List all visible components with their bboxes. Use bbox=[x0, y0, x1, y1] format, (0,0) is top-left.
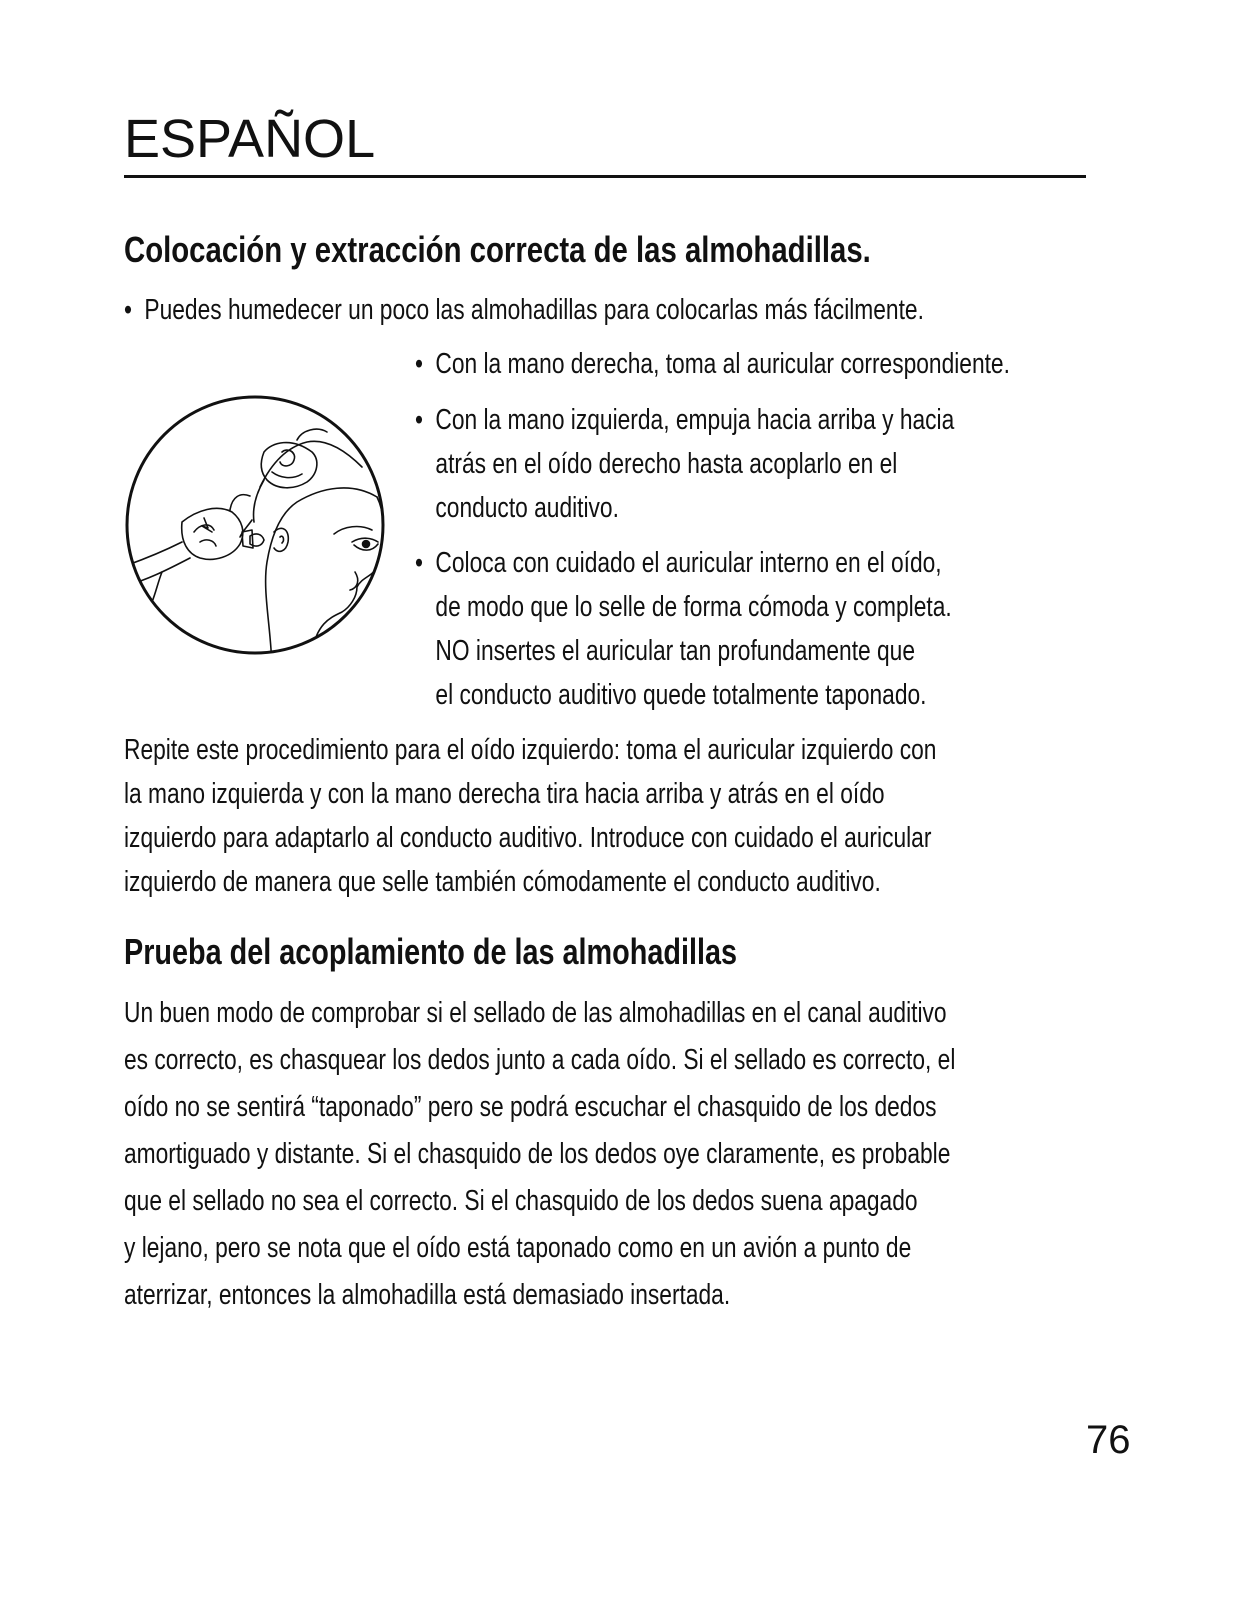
paragraph-line: izquierdo para adaptarlo al conducto auditivo. Introduce con cuidado el auricular bbox=[124, 822, 932, 854]
bullet-line: de modo que lo selle de forma cómoda y completa. bbox=[435, 591, 952, 623]
bullet-item bbox=[415, 342, 1010, 386]
bullet-line: NO insertes el auricular tan profundamente que bbox=[435, 635, 916, 667]
bullet-line: Puedes humedecer un poco las almohadillas para colocarlas más fácilmente. bbox=[144, 294, 924, 326]
bullet-dot: • bbox=[415, 348, 423, 380]
paragraph-line: Repite este procedimiento para el oído izquierdo: toma el auricular izquierdo con bbox=[124, 734, 937, 766]
bullet-item bbox=[124, 288, 924, 332]
bullet-item bbox=[415, 541, 952, 717]
bullet-line: Con la mano izquierda, empuja hacia arriba y hacia bbox=[435, 404, 955, 436]
paragraph-line: que el sellado no sea el correcto. Si el chasquido de los dedos suena apagado bbox=[124, 1185, 918, 1217]
paragraph-line: oído no se sentirá “taponado” pero se podrá escuchar el chasquido de los dedos bbox=[124, 1091, 937, 1123]
bullet-line: Con la mano derecha, toma al auricular correspondiente. bbox=[435, 348, 1010, 380]
bullet-dot: • bbox=[124, 294, 132, 326]
bullet-dot: • bbox=[415, 547, 423, 579]
paragraph-line: es correcto, es chasquear los dedos junto a cada oído. Si el sellado es correcto, el bbox=[124, 1044, 956, 1076]
paragraph-line: aterrizar, entonces la almohadilla está demasiado insertada. bbox=[124, 1279, 731, 1311]
page-number: 76 bbox=[1086, 1418, 1131, 1462]
paragraph-line: y lejano, pero se nota que el oído está taponado como en un avión a punto de bbox=[124, 1232, 912, 1264]
page-title: ESPAÑOL bbox=[124, 109, 376, 169]
earbud-insertion-illustration bbox=[122, 392, 388, 658]
title-rule bbox=[124, 175, 1086, 178]
bullet-line: Coloca con cuidado el auricular interno en el oído, bbox=[435, 547, 942, 579]
paragraph-line: amortiguado y distante. Si el chasquido de los dedos oye claramente, es probable bbox=[124, 1138, 951, 1170]
paragraph-line: la mano izquierda y con la mano derecha tira hacia arriba y atrás en el oído bbox=[124, 778, 885, 810]
bullet-line: el conducto auditivo quede totalmente taponado. bbox=[435, 679, 927, 711]
bullet-line: atrás en el oído derecho hasta acoplarlo en el bbox=[435, 448, 898, 480]
fit-test-paragraph bbox=[124, 990, 955, 1319]
paragraph-line: Un buen modo de comprobar si el sellado de las almohadillas en el canal auditivo bbox=[124, 997, 947, 1029]
section-heading-placement: Colocación y extracción correcta de las almohadillas. bbox=[124, 229, 871, 270]
bullet-item bbox=[415, 398, 954, 530]
instructions-paragraph bbox=[124, 728, 936, 904]
bullet-dot: • bbox=[415, 404, 423, 436]
section-heading-fit-test: Prueba del acoplamiento de las almohadillas bbox=[124, 931, 737, 972]
bullet-line: conducto auditivo. bbox=[435, 492, 619, 524]
paragraph-line: izquierdo de manera que selle también cómodamente el conducto auditivo. bbox=[124, 866, 881, 898]
